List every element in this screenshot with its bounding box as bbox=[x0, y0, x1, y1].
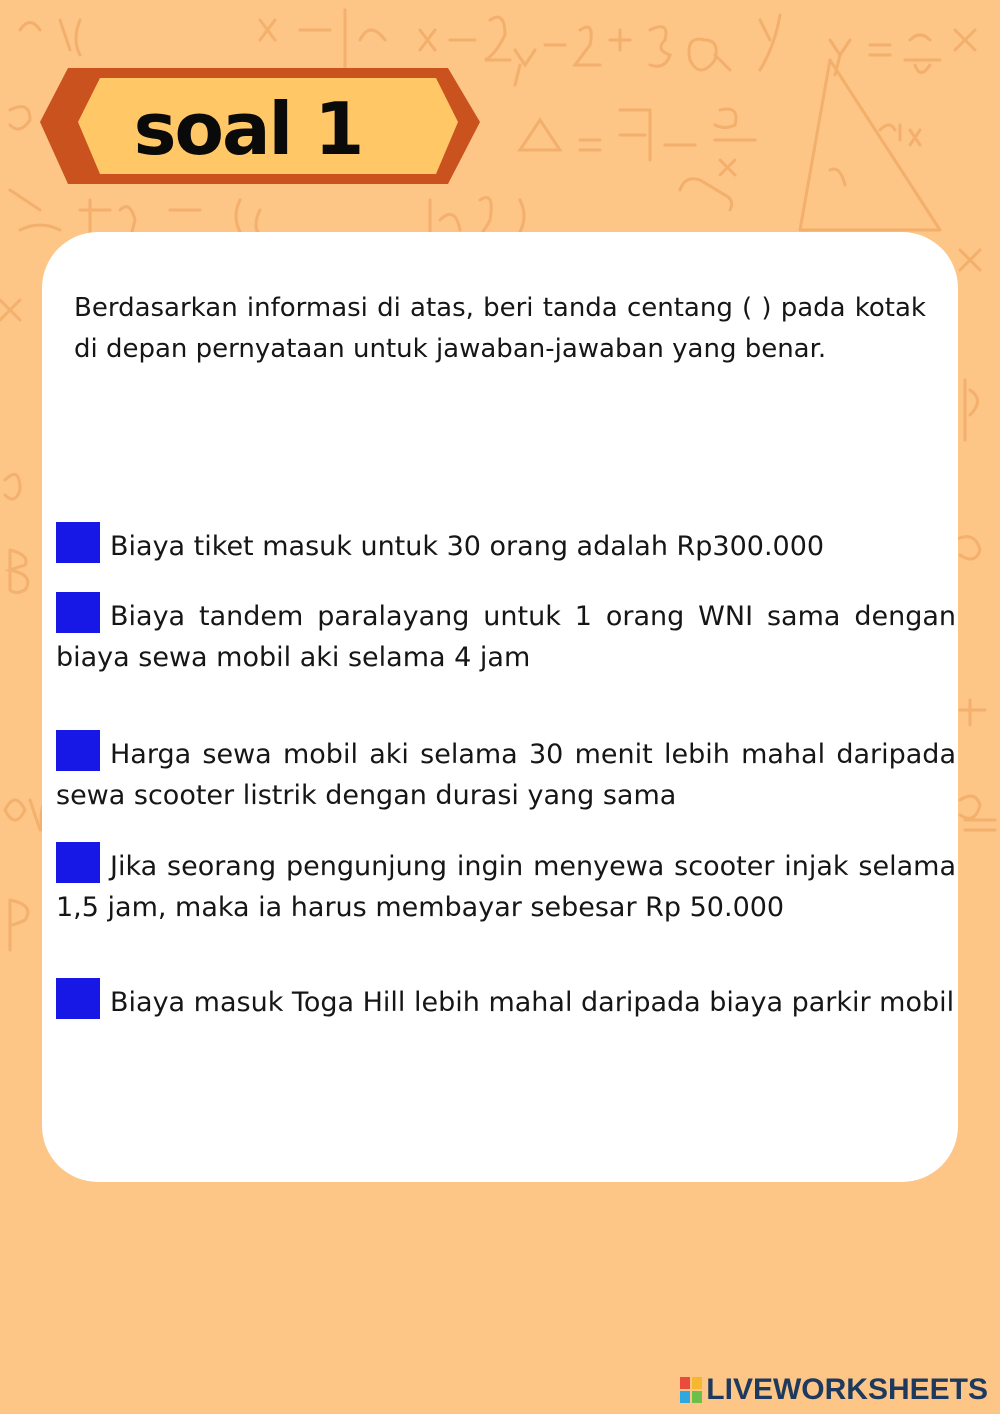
liveworksheets-logo[interactable] bbox=[680, 1372, 988, 1408]
statement-item bbox=[56, 730, 956, 816]
answer-checkbox[interactable] bbox=[56, 730, 100, 771]
instruction-text: Berdasarkan informasi di atas, beri tanda centang ( ) pada kotak di depan pernyataan untuk jawaban-jawaban yang benar. bbox=[74, 293, 926, 364]
brand-name: LIVEWORKSHEETS bbox=[706, 1373, 988, 1406]
question-card bbox=[42, 232, 958, 1182]
statement-text: Biaya tiket masuk untuk 30 orang adalah Rp300.000 bbox=[110, 531, 825, 562]
answer-checkbox[interactable] bbox=[56, 522, 100, 563]
liveworksheets-logo-icon bbox=[680, 1377, 702, 1403]
statement-item bbox=[56, 978, 956, 1023]
title-banner bbox=[38, 66, 488, 190]
answer-checkbox[interactable] bbox=[56, 842, 100, 883]
statement-item bbox=[56, 842, 956, 928]
statement-text: Harga sewa mobil aki selama 30 menit lebih mahal daripada sewa scooter listrik dengan durasi yang sama bbox=[56, 739, 956, 811]
statement-item bbox=[56, 592, 956, 678]
statement-text: Jika seorang pengunjung ingin menyewa scooter injak selama 1,5 jam, maka ia harus membayar sebesar Rp 50.000 bbox=[56, 851, 956, 923]
answer-checkbox[interactable] bbox=[56, 978, 100, 1019]
statement-text: Biaya tandem paralayang untuk 1 orang WNI sama dengan biaya sewa mobil aki selama 4 jam bbox=[56, 601, 956, 673]
page-title: soal 1 bbox=[133, 87, 363, 171]
statement-item bbox=[56, 522, 956, 567]
answer-checkbox[interactable] bbox=[56, 592, 100, 633]
statement-text: Biaya masuk Toga Hill lebih mahal daripada biaya parkir mobil bbox=[110, 987, 955, 1018]
